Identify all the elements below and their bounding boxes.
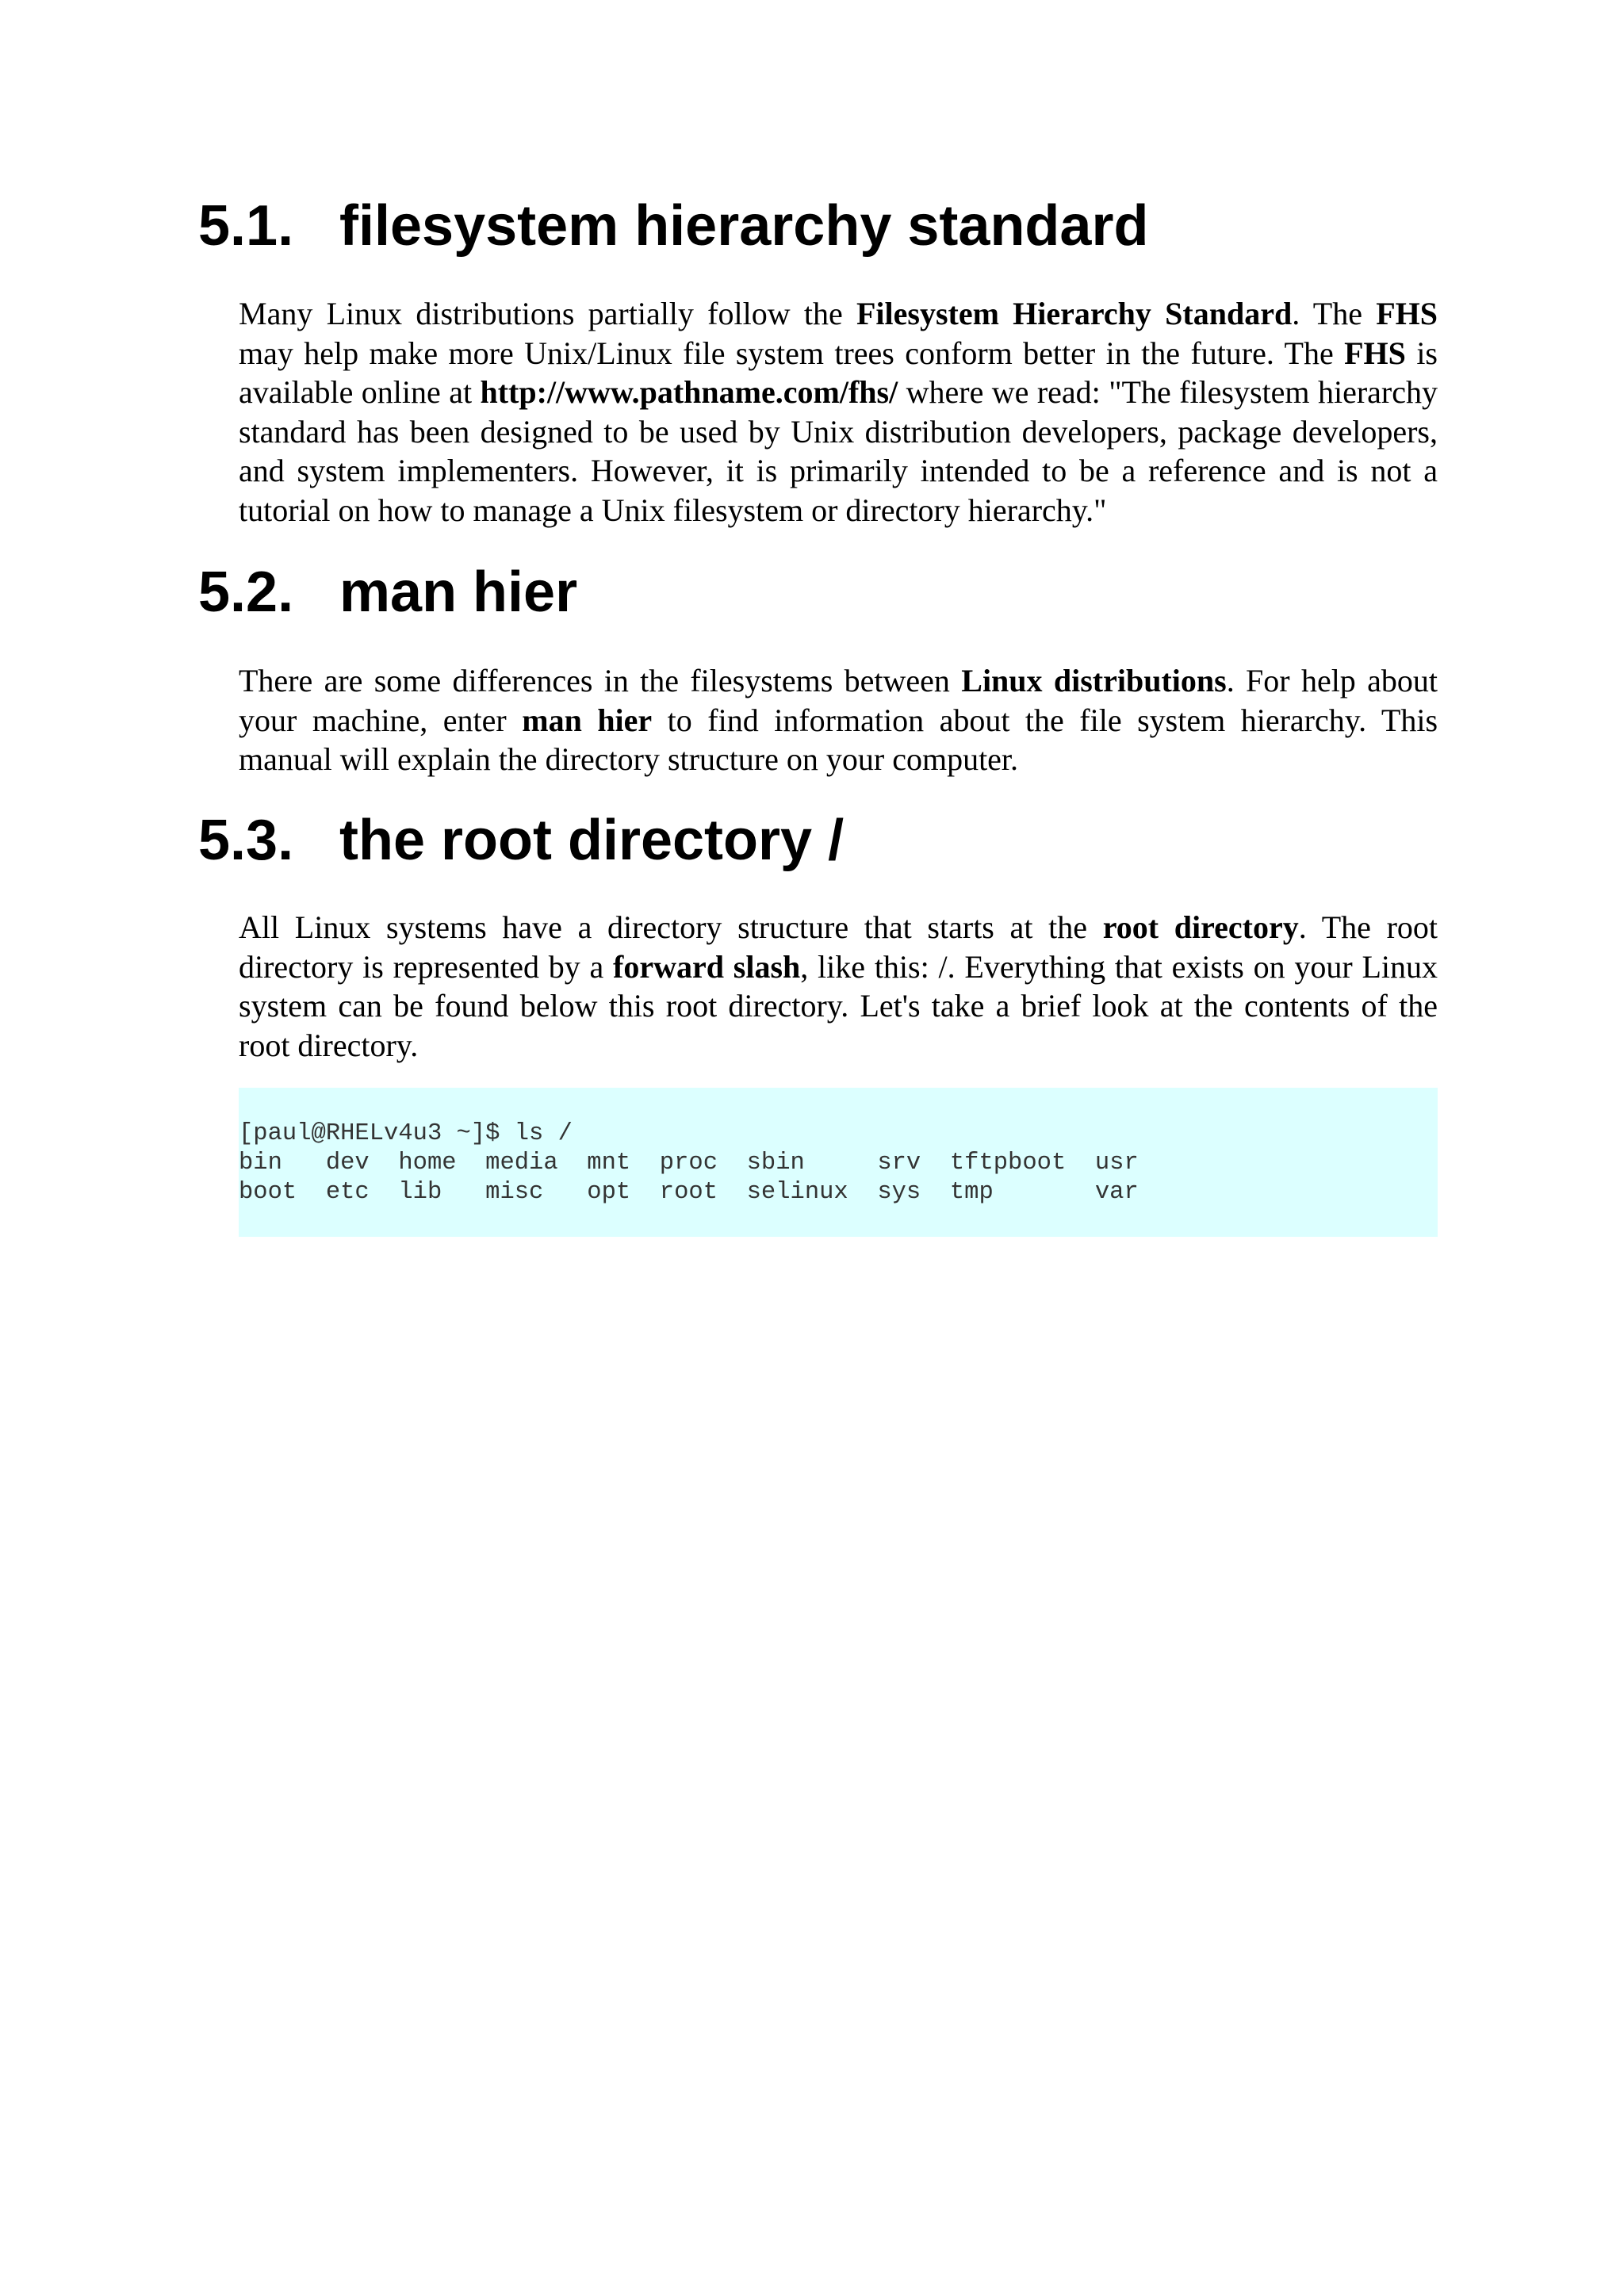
terminal-line-prompt: [paul@RHELv4u3 ~]$ ls / bbox=[239, 1120, 573, 1147]
text-run: where we read: "The filesystem hierarchy standard has been designed to be used by Unix distribution developers, package developers, and system implementers. However, it is primarily intended to be a reference and is not a tutorial on how to manage a Unix filesystem or directory hierarchy." bbox=[239, 374, 1438, 528]
text-run: Many Linux distributions partially follow the bbox=[239, 296, 856, 331]
section-title: man hier bbox=[339, 561, 578, 624]
bold-term: man hier bbox=[522, 702, 653, 738]
bold-term: FHS bbox=[1344, 335, 1406, 371]
bold-term: forward slash bbox=[613, 948, 801, 985]
section-paragraph-5-3 bbox=[239, 908, 1438, 1065]
terminal-line-output-2: boot etc lib misc opt root selinux sys tmp var bbox=[239, 1179, 1139, 1206]
section-number: 5.1. bbox=[198, 194, 294, 258]
section-paragraph-5-2 bbox=[239, 661, 1438, 779]
text-run: . For help about your machine, enter bbox=[239, 663, 1438, 738]
section-heading-5-3 bbox=[198, 809, 844, 872]
section-heading-5-2 bbox=[198, 561, 577, 624]
section-heading-5-1 bbox=[198, 194, 1148, 258]
text-run: is available online at bbox=[239, 335, 1438, 410]
bold-term: Linux distributions bbox=[961, 663, 1227, 698]
text-run: to find information about the file system hierarchy. This manual will explain the directory structure on your computer. bbox=[239, 702, 1438, 777]
text-run: . The bbox=[1292, 296, 1377, 331]
bold-term: http://www.pathname.com/fhs/ bbox=[480, 374, 898, 410]
terminal-line-output-1: bin dev home media mnt proc sbin srv tftpboot usr bbox=[239, 1150, 1139, 1177]
text-run: All Linux systems have a directory structure that starts at the bbox=[239, 909, 1103, 945]
section-paragraph-5-1 bbox=[239, 294, 1438, 530]
section-title: the root directory / bbox=[339, 809, 845, 872]
section-title: filesystem hierarchy standard bbox=[339, 194, 1149, 258]
text-run: There are some differences in the filesystems between bbox=[239, 663, 962, 698]
bold-term: FHS bbox=[1376, 296, 1438, 331]
text-run: , like this: /. Everything that exists on your Linux system can be found below this root directory. Let's take a brief look at the contents of the root directory. bbox=[239, 948, 1438, 1063]
terminal-output-block bbox=[239, 1088, 1438, 1237]
section-number: 5.3. bbox=[198, 809, 294, 872]
text-run: . The root directory is represented by a bbox=[239, 909, 1438, 985]
bold-term: root directory bbox=[1102, 909, 1299, 945]
section-number: 5.2. bbox=[198, 561, 294, 624]
text-run: may help make more Unix/Linux file system trees conform better in the future. The bbox=[239, 335, 1345, 371]
bold-term: Filesystem Hierarchy Standard bbox=[856, 296, 1293, 331]
